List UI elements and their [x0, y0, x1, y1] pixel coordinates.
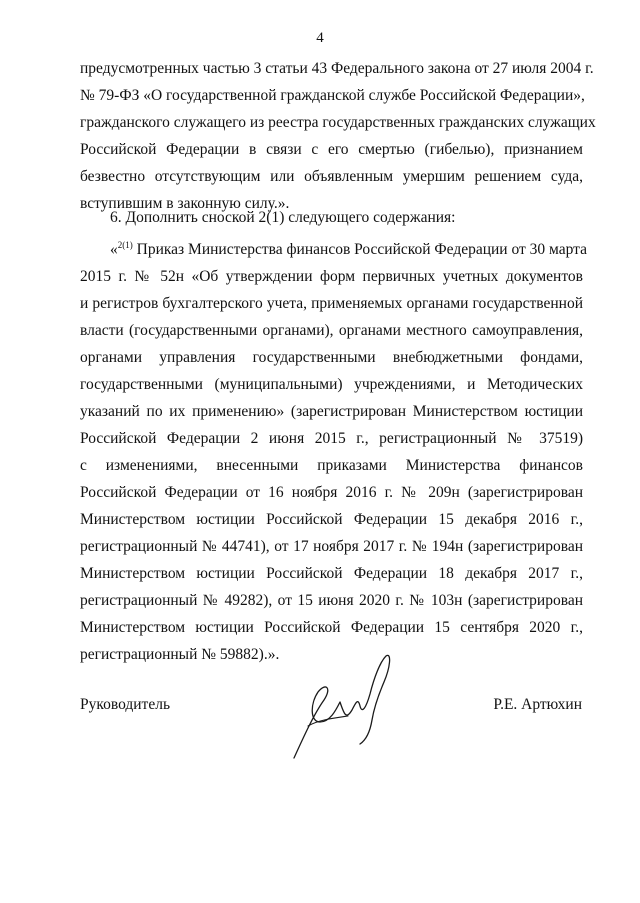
text-line: Российской Федерации 2 июня 2015 г., регистрационный № 37519) — [80, 430, 583, 447]
handwritten-signature — [286, 648, 406, 763]
footnote-first-line — [80, 236, 588, 263]
footnote-paragraph — [80, 236, 588, 668]
item-6-paragraph — [80, 204, 583, 231]
signatory-name: Р.Е. Артюхин — [493, 696, 582, 713]
text-line: указаний по их применению» (зарегистрирован Министерством юстиции — [80, 403, 583, 420]
text-line: № 79-ФЗ «О государственной гражданской службе Российской Федерации», — [80, 87, 585, 104]
text-line: предусмотренных частью 3 статьи 43 Федерального закона от 27 июля 2004 г. — [80, 60, 594, 77]
text-line: Министерством юстиции Российской Федерации 18 декабря 2017 г., — [80, 565, 583, 582]
text-line: гражданского служащего из реестра государственных гражданских служащих — [80, 114, 596, 131]
text-line: 2015 г. № 52н «Об утверждении форм первичных учетных документов — [80, 268, 583, 285]
text-line: органами управления государственными внебюджетными фондами, — [80, 349, 583, 366]
text-line: регистрационный № 44741), от 17 ноября 2017 г. № 194н (зарегистрирован — [80, 538, 583, 555]
item-6-text: 6. Дополнить сноской 2(1) следующего содержания: — [110, 209, 456, 226]
text-line: Министерством юстиции Российской Федерации 15 декабря 2016 г., — [80, 511, 583, 528]
text-line: вступившим в законную силу.». — [80, 195, 290, 212]
text-line: Российской Федерации от 16 ноября 2016 г. № 209н (зарегистрирован — [80, 484, 583, 501]
footnote-marker: 2(1) — [117, 240, 133, 250]
footnote-first-line-text: Приказ Министерства финансов Российской Федерации от 30 марта — [132, 241, 588, 258]
paragraph-continuation — [80, 55, 596, 217]
text-line: власти (государственными органами), органами местного самоуправления, — [80, 322, 583, 339]
page-number: 4 — [316, 30, 324, 46]
text-line: с изменениями, внесенными приказами Министерства финансов — [80, 457, 583, 474]
text-line: Российской Федерации в связи с его смертью (гибелью), признанием — [80, 141, 583, 158]
text-line: государственными (муниципальными) учреждениями, и Методических — [80, 376, 583, 393]
text-line: и регистров бухгалтерского учета, применяемых органами государственной — [80, 295, 583, 312]
open-quote: « — [110, 241, 118, 258]
text-line: регистрационный № 59882).». — [80, 646, 280, 663]
text-line: Министерством юстиции Российской Федерации 15 сентября 2020 г., — [80, 619, 583, 636]
text-line: безвестно отсутствующим или объявленным умершим решением суда, — [80, 168, 583, 185]
text-line: регистрационный № 49282), от 15 июня 2020 г. № 103н (зарегистрирован — [80, 592, 583, 609]
signatory-title: Руководитель — [80, 696, 171, 713]
